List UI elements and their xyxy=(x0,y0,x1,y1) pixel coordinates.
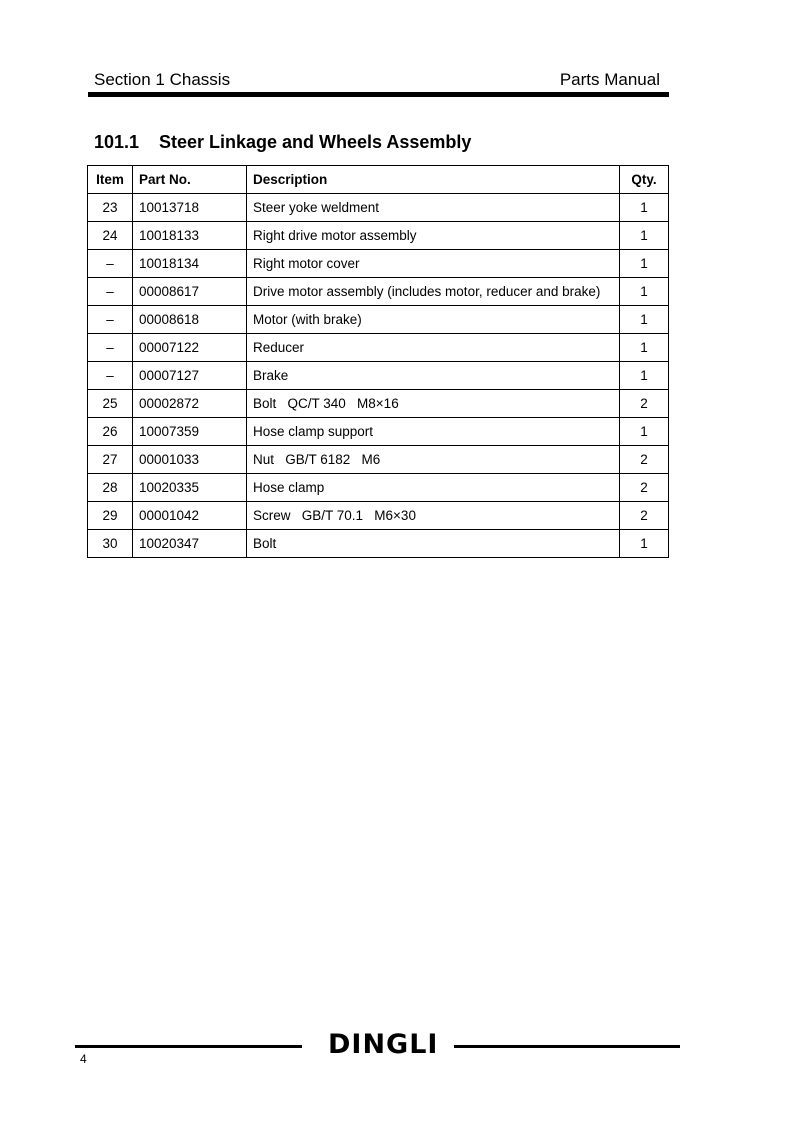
qty-cell: 1 xyxy=(620,334,669,362)
section-number: 101.1 xyxy=(94,132,140,152)
table-row xyxy=(88,418,669,446)
description-cell: Reducer xyxy=(247,334,620,362)
part-number-cell: 00007127 xyxy=(133,362,247,390)
table-row xyxy=(88,250,669,278)
description-cell: Bolt QC/T 340 M8×16 xyxy=(247,390,620,418)
part-number-cell: 10018133 xyxy=(133,222,247,250)
part-number-cell: 00001042 xyxy=(133,502,247,530)
qty-cell: 2 xyxy=(620,502,669,530)
page-number: 4 xyxy=(80,1052,87,1066)
item-cell: 24 xyxy=(88,222,133,250)
part-number-cell: 00001033 xyxy=(133,446,247,474)
table-row xyxy=(88,446,669,474)
item-cell: – xyxy=(88,362,133,390)
description-cell: Right drive motor assembly xyxy=(247,222,620,250)
table-row xyxy=(88,474,669,502)
qty-cell: 1 xyxy=(620,194,669,222)
qty-cell: 1 xyxy=(620,418,669,446)
table-row xyxy=(88,390,669,418)
table-row xyxy=(88,502,669,530)
item-cell: 26 xyxy=(88,418,133,446)
item-cell: 25 xyxy=(88,390,133,418)
description-cell: Drive motor assembly (includes motor, reducer and brake) xyxy=(247,278,620,306)
table-row xyxy=(88,222,669,250)
description-cell: Bolt xyxy=(247,530,620,558)
section-name: Steer Linkage and Wheels Assembly xyxy=(159,132,472,152)
section-heading xyxy=(94,132,471,153)
description-cell: Steer yoke weldment xyxy=(247,194,620,222)
column-header-part-no: Part No. xyxy=(133,166,247,194)
description-cell: Brake xyxy=(247,362,620,390)
header-section-title: Section 1 Chassis xyxy=(94,70,231,89)
description-cell: Nut GB/T 6182 M6 xyxy=(247,446,620,474)
item-cell: – xyxy=(88,250,133,278)
footer-rule-right xyxy=(454,1045,680,1048)
item-cell: 30 xyxy=(88,530,133,558)
table-row xyxy=(88,278,669,306)
header-rule xyxy=(88,92,669,97)
part-number-cell: 00008617 xyxy=(133,278,247,306)
part-number-cell: 10018134 xyxy=(133,250,247,278)
item-cell: – xyxy=(88,278,133,306)
qty-cell: 1 xyxy=(620,530,669,558)
part-number-cell: 10007359 xyxy=(133,418,247,446)
part-number-cell: 10020347 xyxy=(133,530,247,558)
parts-table xyxy=(87,165,669,558)
table-header-row xyxy=(88,166,669,194)
description-cell: Hose clamp xyxy=(247,474,620,502)
qty-cell: 2 xyxy=(620,474,669,502)
item-cell: 29 xyxy=(88,502,133,530)
description-cell: Screw GB/T 70.1 M6×30 xyxy=(247,502,620,530)
qty-cell: 2 xyxy=(620,446,669,474)
qty-cell: 1 xyxy=(620,306,669,334)
table-row xyxy=(88,362,669,390)
table-row xyxy=(88,530,669,558)
part-number-cell: 10020335 xyxy=(133,474,247,502)
qty-cell: 2 xyxy=(620,390,669,418)
table-row xyxy=(88,306,669,334)
part-number-cell: 00007122 xyxy=(133,334,247,362)
item-cell: 23 xyxy=(88,194,133,222)
column-header-description: Description xyxy=(247,166,620,194)
table-row xyxy=(88,194,669,222)
column-header-item: Item xyxy=(88,166,133,194)
qty-cell: 1 xyxy=(620,362,669,390)
part-number-cell: 10013718 xyxy=(133,194,247,222)
item-cell: – xyxy=(88,306,133,334)
qty-cell: 1 xyxy=(620,250,669,278)
dingli-logo: DINGLI xyxy=(328,1029,439,1060)
qty-cell: 1 xyxy=(620,278,669,306)
footer-rule-left xyxy=(75,1045,302,1048)
part-number-cell: 00008618 xyxy=(133,306,247,334)
column-header-qty: Qty. xyxy=(620,166,669,194)
item-cell: – xyxy=(88,334,133,362)
item-cell: 27 xyxy=(88,446,133,474)
table-row xyxy=(88,334,669,362)
description-cell: Hose clamp support xyxy=(247,418,620,446)
description-cell: Right motor cover xyxy=(247,250,620,278)
header-manual-title: Parts Manual xyxy=(559,70,660,89)
description-cell: Motor (with brake) xyxy=(247,306,620,334)
part-number-cell: 00002872 xyxy=(133,390,247,418)
item-cell: 28 xyxy=(88,474,133,502)
qty-cell: 1 xyxy=(620,222,669,250)
